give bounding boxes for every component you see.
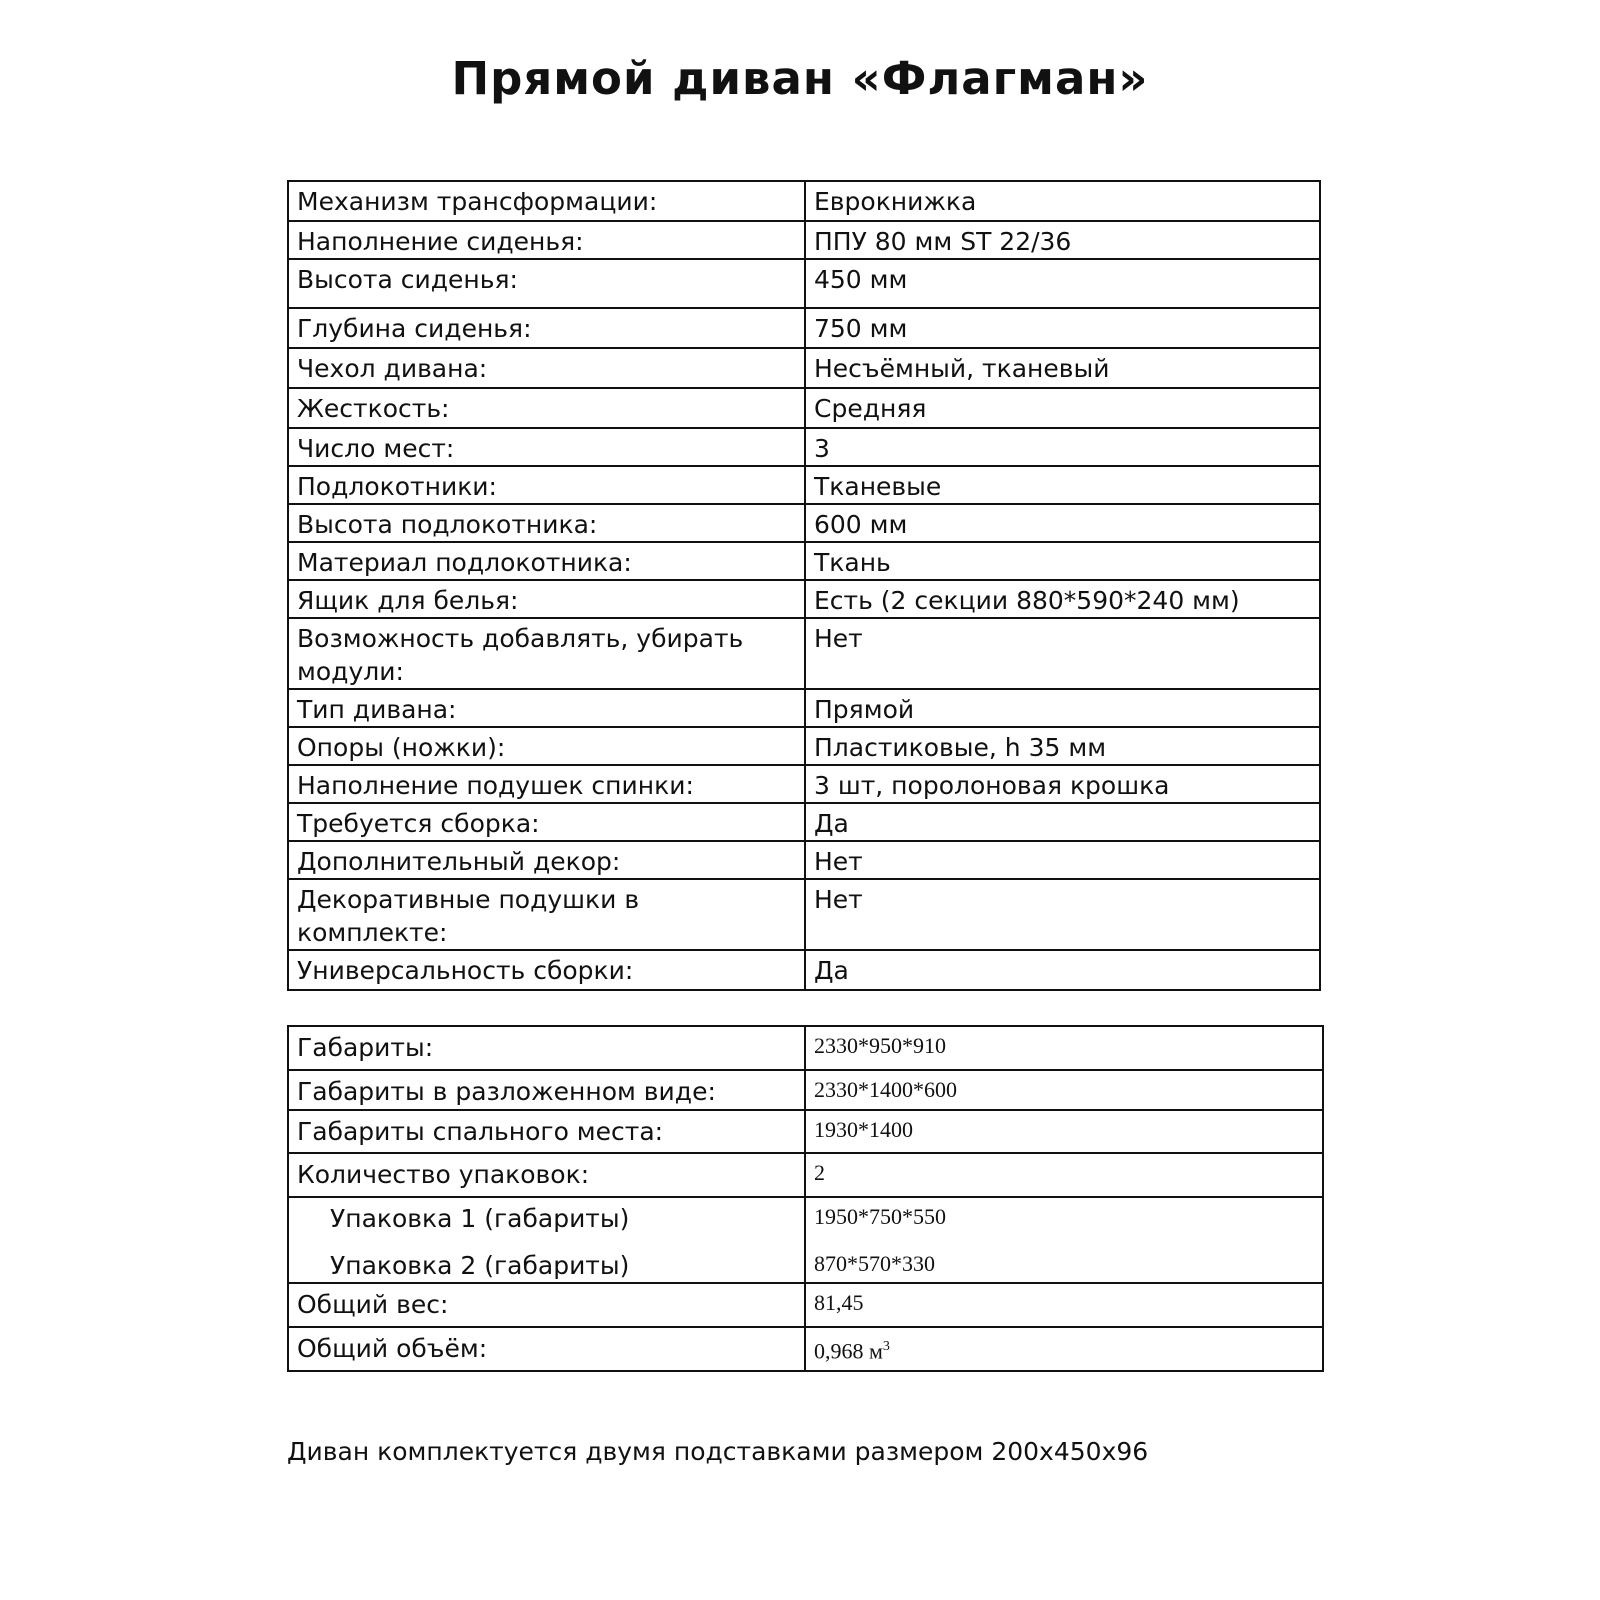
spec-value: 1930*1400 (805, 1110, 1323, 1153)
spec-label: Общий вес: (288, 1283, 805, 1327)
spec-value: 750 мм (805, 308, 1320, 348)
spec-value: Пластиковые, h 35 мм (805, 727, 1320, 765)
spec-value: 2330*950*910 (805, 1026, 1323, 1070)
table-row (288, 580, 1320, 618)
spec-label: Высота подлокотника: (288, 504, 805, 542)
spec-value: Средняя (805, 388, 1320, 428)
spec-label: Механизм трансформации: (288, 181, 805, 221)
spec-label: Требуется сборка: (288, 803, 805, 841)
table-row (288, 181, 1320, 221)
spec-label: Подлокотники: (288, 466, 805, 504)
spec-value: Есть (2 секции 880*590*240 мм) (805, 580, 1320, 618)
spec-value (805, 1327, 1323, 1371)
volume-unit-superscript: 3 (882, 1339, 890, 1354)
package-2-value: 870*570*330 (814, 1251, 935, 1276)
spec-value: Еврокнижка (805, 181, 1320, 221)
spec-label: Наполнение подушек спинки: (288, 765, 805, 803)
spec-label: Универсальность сборки: (288, 950, 805, 990)
table-row (288, 308, 1320, 348)
spec-label: Декоративные подушки в комплекте: (288, 879, 805, 950)
table-row (288, 841, 1320, 879)
table-row (288, 803, 1320, 841)
spec-label: Общий объём: (288, 1327, 805, 1371)
spec-label: Глубина сиденья: (288, 308, 805, 348)
package-values (805, 1197, 1323, 1283)
spec-label: Материал подлокотника: (288, 542, 805, 580)
table-row (288, 950, 1320, 990)
footnote: Диван комплектуется двумя подставками размером 200х450х96 (287, 1437, 1149, 1466)
spec-value: Да (805, 950, 1320, 990)
table-row (288, 1110, 1323, 1153)
spec-value: 3 (805, 428, 1320, 466)
page-title: Прямой диван «Флагман» (451, 52, 1149, 105)
spec-label: Возможность добавлять, убирать модули: (288, 618, 805, 689)
spec-label: Габариты: (288, 1026, 805, 1070)
table-row (288, 542, 1320, 580)
spec-label: Чехол дивана: (288, 348, 805, 388)
spec-label: Габариты в разложенном виде: (288, 1070, 805, 1110)
table-row (288, 1153, 1323, 1197)
table-row (288, 1026, 1323, 1070)
dimensions-table (287, 1025, 1324, 1372)
table-row (288, 504, 1320, 542)
table-row (288, 428, 1320, 466)
spec-value: Несъёмный, тканевый (805, 348, 1320, 388)
spec-value: 450 мм (805, 259, 1320, 308)
spec-value: ППУ 80 мм ST 22/36 (805, 221, 1320, 259)
package-1-label: Упаковка 1 (габариты) (330, 1204, 630, 1233)
package-labels (288, 1197, 805, 1283)
spec-label: Ящик для белья: (288, 580, 805, 618)
spec-value: 81,45 (805, 1283, 1323, 1327)
spec-label: Наполнение сиденья: (288, 221, 805, 259)
table-row (288, 259, 1320, 308)
table-row (288, 388, 1320, 428)
table-row (288, 466, 1320, 504)
table-row (288, 1327, 1323, 1371)
spec-value: Нет (805, 879, 1320, 950)
spec-value: 600 мм (805, 504, 1320, 542)
spec-label: Опоры (ножки): (288, 727, 805, 765)
table-row (288, 879, 1320, 950)
table-row (288, 348, 1320, 388)
spec-label: Число мест: (288, 428, 805, 466)
table-row (288, 1197, 1323, 1283)
spec-label: Дополнительный декор: (288, 841, 805, 879)
spec-value: Ткань (805, 542, 1320, 580)
spec-value: Тканевые (805, 466, 1320, 504)
spec-label: Тип дивана: (288, 689, 805, 727)
volume-value: 0,968 м (814, 1338, 883, 1364)
spec-value: 3 шт, поролоновая крошка (805, 765, 1320, 803)
table-row (288, 765, 1320, 803)
spec-label: Количество упаковок: (288, 1153, 805, 1197)
spec-value: 2330*1400*600 (805, 1070, 1323, 1110)
spec-label: Высота сиденья: (288, 259, 805, 308)
package-2-label: Упаковка 2 (габариты) (330, 1251, 630, 1280)
spec-value: 2 (805, 1153, 1323, 1197)
spec-label: Жесткость: (288, 388, 805, 428)
spec-value: Нет (805, 618, 1320, 689)
specifications-table (287, 180, 1321, 991)
spec-value: Нет (805, 841, 1320, 879)
table-row (288, 689, 1320, 727)
package-1-value: 1950*750*550 (814, 1204, 946, 1229)
spec-value: Да (805, 803, 1320, 841)
table-row (288, 727, 1320, 765)
spec-label: Габариты спального места: (288, 1110, 805, 1153)
spec-value: Прямой (805, 689, 1320, 727)
table-row (288, 1070, 1323, 1110)
table-row (288, 618, 1320, 689)
table-row (288, 1283, 1323, 1327)
table-row (288, 221, 1320, 259)
